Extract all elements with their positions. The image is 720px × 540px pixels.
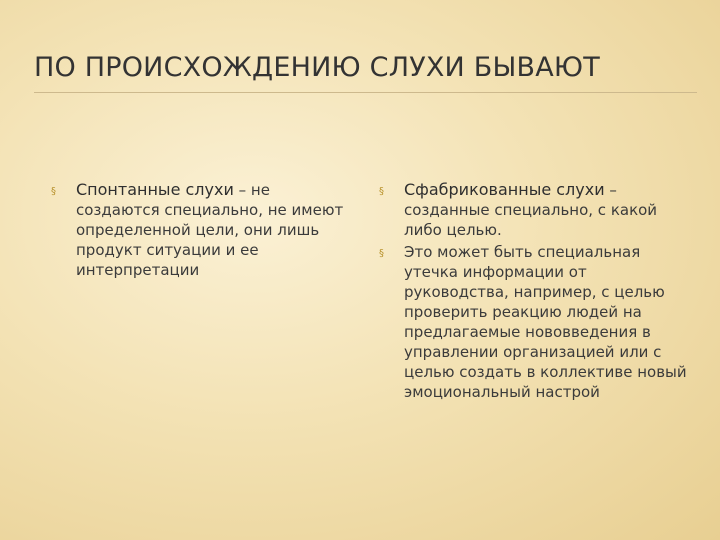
bullet-term: Спонтанные слухи (76, 180, 234, 199)
bullet-term: Сфабрикованные слухи (404, 180, 605, 199)
bullet-text: – не создаются специально, не имеют определенной цели, они лишь продукт ситуации и ее интерпретации (76, 181, 344, 279)
slide-title: ПО ПРОИСХОЖДЕНИЮ СЛУХИ БЫВАЮТ (34, 52, 600, 83)
title-divider (34, 92, 697, 93)
list-item (50, 180, 350, 280)
list-item (378, 242, 688, 402)
bullet-icon: § (51, 186, 56, 197)
list-item (378, 180, 688, 240)
bullet-icon: § (379, 186, 384, 197)
right-column (378, 180, 688, 404)
left-column (50, 180, 350, 282)
bullet-text: – созданные специально, с какой либо целью. (404, 181, 658, 239)
bullet-text: Это может быть специальная утечка информации от руководства, например, с целью проверить реакцию людей на предлагаемые нововведения в управлении организацией или с целью создать в коллективе новый эмоциональный настрой (404, 243, 687, 401)
bullet-icon: § (379, 248, 384, 259)
